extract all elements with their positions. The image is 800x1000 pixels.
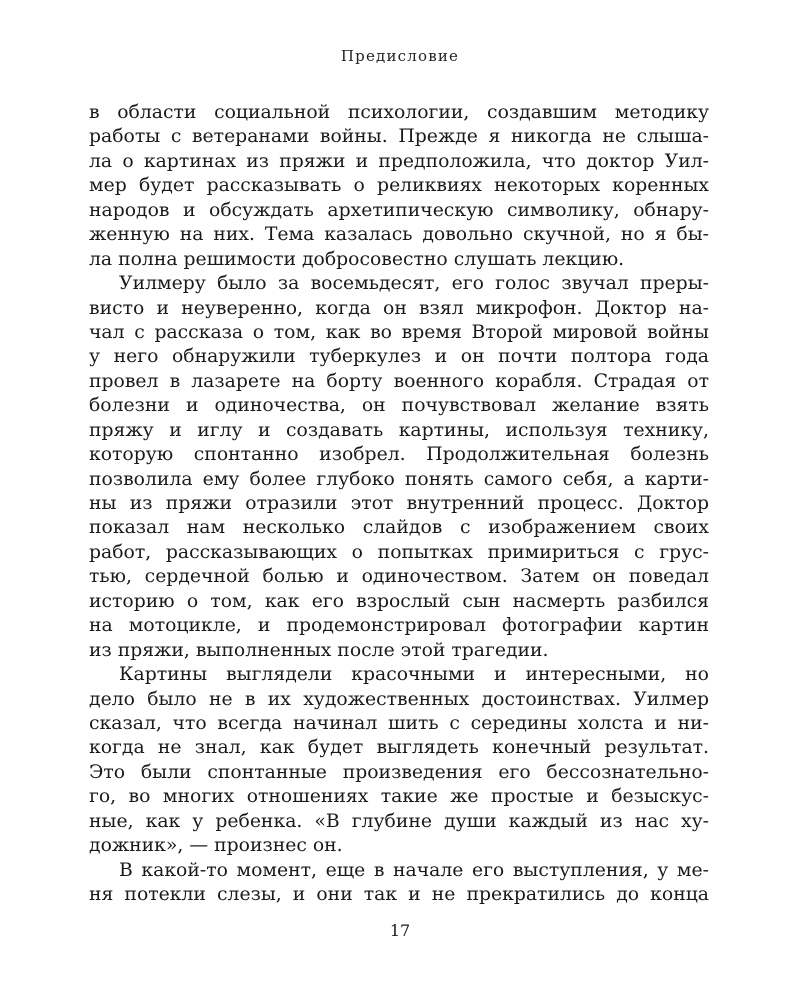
text-line: показал нам несколько слайдов с изображением своих bbox=[89, 517, 709, 539]
text-line: провел в лазарете на борту военного корабля. Страдая от bbox=[89, 370, 709, 392]
text-line: историю о том, как его взрослый сын насмерть разбился bbox=[89, 590, 709, 612]
text-line: ня потекли слезы, и они так и не прекратились до конца bbox=[89, 884, 709, 905]
text-line: ла полна решимости добросовестно слушать лекцию. bbox=[89, 248, 625, 270]
page-number: 17 bbox=[389, 921, 411, 940]
text-line: работы с ветеранами войны. Прежде я никогда не слыша- bbox=[89, 126, 709, 148]
paragraph-first-line: Картины выглядели красочными и интересными, но bbox=[119, 664, 709, 686]
text-line: женную на них. Тема казалась довольно скучной, но я бы- bbox=[89, 224, 709, 246]
text-line: чал с рассказа о том, как во время Второй мировой войны bbox=[89, 321, 709, 343]
text-line: когда не знал, как будет выглядеть конечный результат. bbox=[89, 737, 709, 759]
text-line: позволила ему более глубоко понять самого себя, а карти- bbox=[89, 468, 709, 490]
text-line: из пряжи, выполненных после этой трагедии. bbox=[89, 639, 549, 661]
running-head: Предисловие bbox=[340, 47, 460, 65]
body-text bbox=[89, 101, 709, 907]
text-line: на мотоцикле, и продемонстрировал фотографии картин bbox=[89, 615, 709, 637]
text-line: дело было не в их художественных достоинствах. Уилмер bbox=[89, 688, 709, 710]
text-line: болезни и одиночества, он почувствовал желание взять bbox=[89, 395, 709, 417]
text-line: дожник», — произнес он. bbox=[89, 835, 343, 857]
text-line: народов и обсуждать архетипическую символику, обнару- bbox=[89, 199, 709, 221]
text-line: го, во многих отношениях такие же простые и безыскус- bbox=[89, 786, 709, 808]
text-line: тью, сердечной болью и одиночеством. Затем он поведал bbox=[89, 566, 709, 588]
text-line: ные, как у ребенка. «В глубине души каждый из нас ху- bbox=[89, 810, 709, 832]
text-line: у него обнаружили туберкулез и он почти полтора года bbox=[89, 346, 709, 368]
paragraph-first-line: В какой-то момент, еще в начале его выступления, у ме- bbox=[119, 859, 709, 881]
text-line: мер будет рассказывать о реликвиях некоторых коренных bbox=[89, 175, 709, 197]
text-line: работ, рассказывающих о попытках примириться с грус- bbox=[89, 541, 709, 563]
text-line: которую спонтанно изобрел. Продолжительная болезнь bbox=[89, 444, 709, 466]
text-line: сказал, что всегда начинал шить с середины холста и ни- bbox=[89, 712, 709, 734]
paragraph-first-line: Уилмеру было за восемьдесят, его голос звучал преры- bbox=[119, 273, 709, 295]
text-line: ны из пряжи отразили этот внутренний процесс. Доктор bbox=[89, 493, 709, 514]
text-line: ла о картинах из пряжи и предположила, что доктор Уил- bbox=[89, 150, 709, 172]
text-line: пряжу и иглу и создавать картины, используя технику, bbox=[89, 419, 709, 441]
text-line: Это были спонтанные произведения его бессознательно- bbox=[89, 761, 709, 783]
text-line: в области социальной психологии, создавшим методику bbox=[89, 102, 709, 123]
text-line: висто и неуверенно, когда он взял микрофон. Доктор на- bbox=[89, 297, 709, 319]
